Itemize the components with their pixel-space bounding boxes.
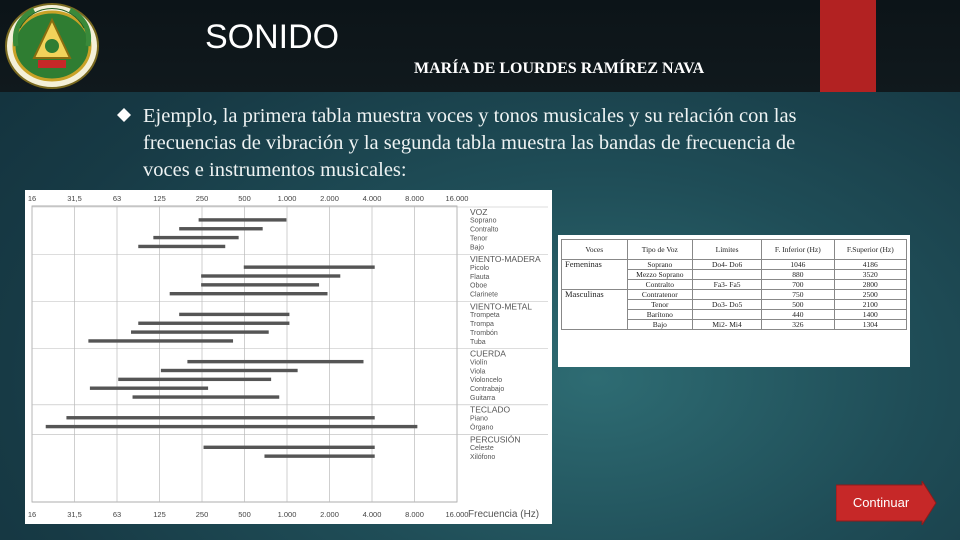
table-cell: 2100 [834,300,906,310]
table-row [562,260,907,270]
continue-button[interactable] [836,481,937,525]
table-cell: 4186 [834,260,906,270]
range-bar [264,454,374,457]
tick-label-bottom: 16.000 [445,510,469,519]
instrument-label: Tenor [470,235,488,243]
group-label: VOZ [470,206,488,217]
instrument-label: Trompa [470,321,494,329]
table-cell: 3520 [834,270,906,280]
range-bar [201,283,319,286]
table-cell: 500 [762,300,834,310]
author-name: MARÍA DE LOURDES RAMÍREZ NAVA [414,60,705,77]
instrument-label: Flauta [470,273,490,281]
table-cell: 1046 [762,260,834,270]
tick-label-bottom: 125 [153,510,166,519]
tick-label-top: 500 [238,194,251,203]
table-cell [693,270,762,280]
tick-label-bottom: 1.000 [277,510,297,519]
group-label: VIENTO-MADERA [470,254,541,265]
range-bar [187,360,363,363]
instrument-label: Violín [470,359,488,367]
group-label: CUERDA [470,348,506,359]
table-cell: 750 [762,290,834,300]
table-cell: 1304 [834,320,906,330]
range-bar [204,446,375,449]
range-bar [199,218,287,221]
tick-label-bottom: 4.000 [362,510,382,519]
table-header-cell: Tipo de Voz [627,240,693,260]
table-cell [693,290,762,300]
range-bar [88,339,233,342]
tick-label-top: 16 [27,194,37,203]
tick-label-bottom: 8.000 [405,510,424,519]
table-cell: 2500 [834,290,906,300]
table-cell: Soprano [627,260,693,270]
table-cell: Bajo [627,320,693,330]
instrument-label: Clarinete [470,291,499,299]
voice-table [561,239,907,330]
group-label: VIENTO-METAL [470,301,533,312]
tick-label-top: 16.000 [445,194,469,203]
table-cell: 440 [762,310,834,320]
tick-label-top: 31,5 [67,194,82,203]
body-paragraph: Ejemplo, la primera tabla muestra voces y tonos musicales y su relación con las frecuencias de vibración y la segunda tabla muestra las bandas de frecuencia de voces e instrumentos musicales: [143,105,797,181]
table-header-row [562,240,907,260]
university-seal-logo [4,2,100,90]
range-bar [179,227,263,230]
header-bar [0,0,960,92]
tick-label-top: 8.000 [405,194,424,203]
range-bar [46,425,418,428]
table-header-cell: Voces [562,240,628,260]
tick-label-bottom: 16 [27,510,37,519]
slide-title: SONIDO [205,18,340,56]
instrument-label: Guitarra [470,394,496,402]
table-cell: 326 [762,320,834,330]
range-bar [244,265,375,268]
tick-label-top: 125 [153,194,166,203]
instrument-label: Soprano [470,217,497,225]
diamond-bullet-icon [117,108,131,122]
tick-label-bottom: 500 [238,510,251,519]
table-cell: Do3- Do5 [693,300,762,310]
instrument-label: Órgano [470,424,494,432]
table-cell: 1400 [834,310,906,320]
tick-label-bottom: 31,5 [67,510,82,519]
red-accent-tab [820,0,876,92]
table-header-cell: Límites [693,240,762,260]
tick-label-top: 63 [112,194,122,203]
table-cell: Tenor [627,300,693,310]
group-label: PERCUSIÓN [470,434,521,445]
range-bar [118,378,271,381]
range-bar [66,416,374,419]
table-row [562,290,907,300]
tick-label-bottom: 250 [195,510,209,519]
table-cell: Barítono [627,310,693,320]
instrument-label: Contralto [470,226,499,234]
range-bar [138,245,225,248]
tick-label-top: 250 [195,194,209,203]
table-cell: 2800 [834,280,906,290]
table-cell: Fa3- Fa5 [693,280,762,290]
tick-label-bottom: 2.000 [320,510,339,519]
x-axis-label: Frecuencia (Hz) [468,509,540,520]
table-cell: Contratenor [627,290,693,300]
frequency-range-chart [25,190,552,524]
table-cell: Do4- Do6 [693,260,762,270]
instrument-label: Contrabajo [470,386,505,393]
range-bar [153,236,238,239]
instrument-label: Xilófono [470,453,496,461]
tick-label-top: 1.000 [277,194,297,203]
instrument-label: Violoncelo [470,377,503,385]
instrument-label: Picolo [470,264,490,272]
table-header-cell: F. Inferior (Hz) [762,240,834,260]
instrument-label: Piano [470,415,488,423]
tick-label-top: 2.000 [320,194,339,203]
range-bar [133,395,280,398]
range-bar [179,313,289,316]
group-label: TECLADO [470,404,511,415]
range-bar [131,330,269,333]
table-cell: Mi2- Mi4 [693,320,762,330]
instrument-label: Trombón [470,329,498,337]
continue-label: Continuar [852,495,910,510]
table-cell: Mezzo Soprano [627,270,693,280]
instrument-label: Bajo [470,244,485,252]
instrument-label: Celeste [470,445,494,453]
range-bar [170,292,328,295]
table-cell: Contralto [627,280,693,290]
instrument-label: Oboe [470,282,488,290]
tick-label-top: 4.000 [362,194,382,203]
group-cell: Masculinas [562,290,628,330]
tick-label-bottom: 63 [112,510,122,519]
instrument-label: Tuba [470,338,486,346]
group-cell: Femeninas [562,260,628,290]
instrument-label: Trompeta [470,312,500,320]
voice-frequency-table [558,235,910,367]
table-cell [693,310,762,320]
range-bar [201,274,340,277]
table-cell: 880 [762,270,834,280]
range-bar [90,387,208,390]
range-bar [161,369,298,372]
range-bar [138,322,289,325]
instrument-label: Viola [470,368,486,376]
frequency-range-chart-svg [25,190,552,524]
table-cell: 700 [762,280,834,290]
table-header-cell: F.Superior (Hz) [834,240,906,260]
